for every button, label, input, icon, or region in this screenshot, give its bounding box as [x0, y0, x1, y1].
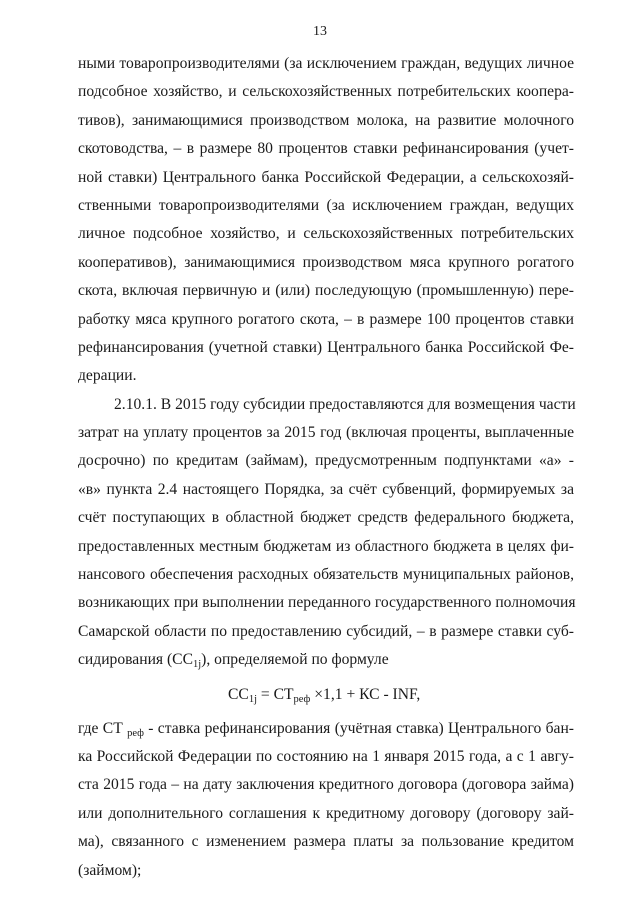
- text-line: счёт поступающих в областной бюджет средств федерального бюджета,: [78, 509, 574, 527]
- text-line: рефинансирования (учетной ставки) Центрального банка Российской Фе-: [78, 338, 574, 356]
- text-fragment: ), определяемой по формуле: [201, 651, 389, 669]
- text-line: тивов), занимающимися производством молока, на развитие молочного: [78, 111, 574, 129]
- text-line: досрочно) по кредитам (займам), предусмотренным подпунктами «а» -: [78, 452, 574, 470]
- text-line: подсобное хозяйство, и сельскохозяйственных потребительских коопера-: [78, 83, 574, 101]
- text-line: 2.10.1. В 2015 году субсидии предоставляются для возмещения части: [114, 395, 576, 413]
- text-line: ка Российской Федерации по состоянию на 1 января 2015 года, а с 1 авгу-: [78, 747, 574, 765]
- formula-rest: ×1,1 + КС - INF,: [310, 685, 421, 703]
- text-line: [78, 715, 574, 743]
- text-line: дерации.: [78, 367, 137, 385]
- subscript: реф: [293, 693, 311, 705]
- text-line: предоставленных местным бюджетам из областного бюджета в целях фи-: [78, 537, 574, 555]
- paragraph-3: [78, 715, 574, 885]
- text-line: или дополнительного соглашения к кредитному договору (договору зай-: [78, 804, 574, 822]
- text-line: личное подсобное хозяйство, и сельскохозяйственных потребительских: [78, 225, 574, 243]
- subscript: 1j: [248, 693, 257, 705]
- text-line: скота, включая первичную и (или) последующую (промышленную) пере-: [78, 282, 574, 300]
- text-line: ственными товаропроизводителями (за исключением граждан, ведущих: [78, 196, 574, 214]
- text-line: Самарской области по предоставлению субсидий, – в размере ставки суб-: [78, 622, 574, 640]
- formula-eq: = СТ: [256, 685, 294, 703]
- text-line: затрат на уплату процентов за 2015 год (включая проценты, выплаченные: [78, 424, 574, 442]
- text-line: нансового обеспечения расходных обязательств муниципальных районов,: [78, 566, 574, 584]
- text-fragment: где СТ: [78, 719, 128, 737]
- text-line: кооперативов), занимающимися производством мяса крупного рогатого: [78, 253, 574, 271]
- text-line: скотоводства, – в размере 80 процентов ставки рефинансирования (учет-: [78, 140, 574, 158]
- text-line: работку мяса крупного рогатого скота, – в размере 100 процентов ставки: [78, 310, 574, 328]
- subscript: реф: [127, 727, 144, 739]
- text-line: ста 2015 года – на дату заключения кредитного договора (договора займа): [78, 776, 574, 794]
- formula-cc: СС: [228, 685, 249, 703]
- subscript: 1j: [192, 659, 202, 671]
- text-line: возникающих при выполнении переданного государственного полномочия: [78, 594, 576, 612]
- formula: [78, 675, 574, 715]
- paragraph-1: [78, 50, 574, 391]
- paragraph-2: [78, 391, 574, 675]
- text-fragment: - ставка рефинансирования (учётная ставка) Центрального бан-: [143, 719, 574, 737]
- text-line: ной ставки) Центрального банка Российской Федерации, а сельскохозяй-: [78, 168, 574, 186]
- text-line: ма), связанного с изменением размера платы за пользование кредитом: [78, 833, 574, 851]
- text-line: [78, 646, 574, 674]
- body-text: [78, 50, 574, 885]
- page-number: 13: [313, 24, 327, 39]
- text-line: ными товаропроизводителями (за исключением граждан, ведущих личное: [78, 55, 574, 72]
- text-line: «в» пункта 2.4 настоящего Порядка, за счёт субвенций, формируемых за: [78, 480, 574, 498]
- text-line: (займом);: [78, 861, 142, 879]
- text-fragment: сидирования (СС: [78, 651, 193, 669]
